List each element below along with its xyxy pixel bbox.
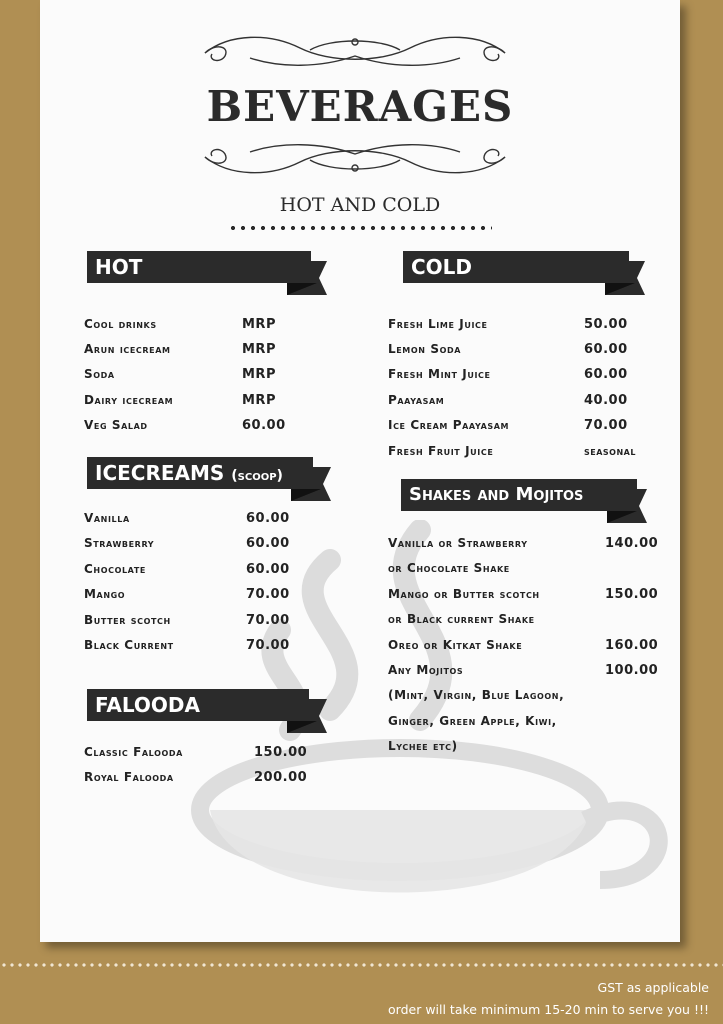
cold-banner — [403, 251, 645, 297]
icecreams-banner — [87, 457, 331, 503]
top-ornament-icon — [190, 28, 520, 78]
shakes-banner — [401, 479, 649, 525]
page-subtitle: HOT AND COLD — [279, 194, 441, 216]
menu-card: BEVERAGES HOT AND COLD HOT COLD Cool drinks MRP Arun icecream MRP Soda MRP Dairy icecream MRP Veg Salad 60.00 Fresh Lime Juice 50.00 Lemon Soda 60.00 Fresh Mint Juice 60.00 Paayasam 40.00 Ice Cream Paayasam 70.00 Fresh Fruit Juice seasonal ICECREAMS (scoop) Shakes and Mojitos Vanilla 60.00 Strawberry 60.00 Chocolate 60.00 Mango 70.00 Butter scotch 70.00 Black Current 70.00 Vanilla or Strawberry 140.00 or Chocolate Shake Mango or Butter scotch 150.00 or Black current Shake Oreo or Kitkat Shake 160.00 Any Mojitos 100.00 (Mint, Virgin, Blue Lagoon, Ginger, Green Apple, Kiwi, Lychee etc) FALOODA Classic Falooda 150.00 Royal Falooda 200.00 — [40, 0, 680, 942]
hot-label: HOT — [87, 251, 311, 283]
falooda-label: FALOODA — [87, 689, 309, 721]
hot-banner — [87, 251, 327, 297]
icecreams-label: ICECREAMS (scoop) — [87, 457, 313, 489]
dotted-divider — [228, 224, 492, 232]
footer-dotted-divider — [0, 962, 723, 968]
bottom-ornament-icon — [190, 132, 520, 182]
shakes-label: Shakes and Mojitos — [401, 479, 637, 511]
page-title: BEVERAGES — [206, 82, 514, 131]
cold-label: COLD — [403, 251, 629, 283]
gst-note: GST as applicable — [597, 980, 709, 995]
serve-time-note: order will take minimum 15-20 min to serve you !!! — [388, 1002, 709, 1017]
falooda-banner — [87, 689, 327, 735]
